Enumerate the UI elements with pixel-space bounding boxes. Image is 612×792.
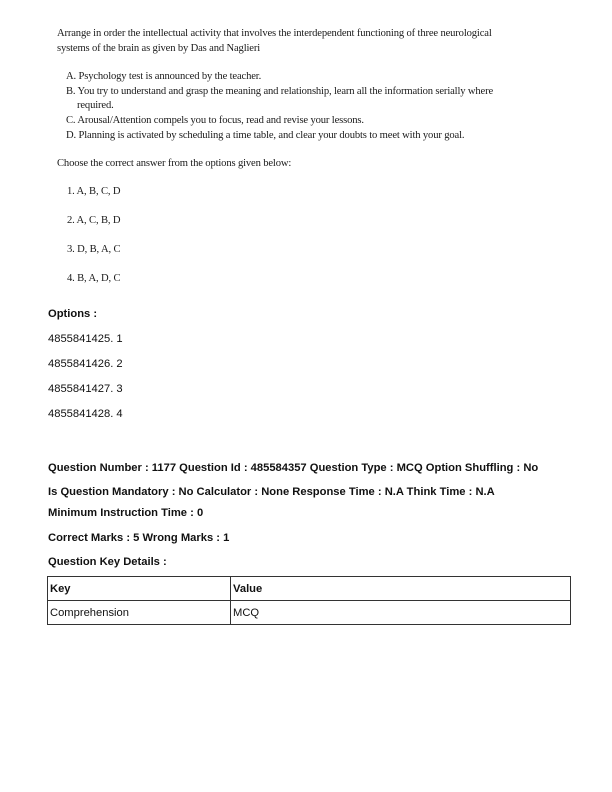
key-column-header: Key (48, 577, 231, 601)
statement-b: B. You try to understand and grasp the meaning and relationship, learn all the information serially where (66, 86, 494, 97)
statement-c: C. Arousal/Attention compels you to focus, read and revise your lessons. (66, 115, 364, 126)
choice-3: 3. D, B, A, C (67, 244, 121, 255)
key-details-heading: Question Key Details : (48, 556, 167, 568)
options-heading: Options : (48, 308, 98, 320)
option-2: 4855841426. 2 (48, 358, 123, 370)
question-meta-line-1: Question Number : 1177 Question Id : 485584357 Question Type : MCQ Option Shuffling : No (48, 462, 539, 474)
choice-4: 4. B, A, D, C (67, 273, 121, 284)
question-key-table (47, 576, 571, 625)
question-meta-line-2: Is Question Mandatory : No Calculator : None Response Time : N.A Think Time : N.A (48, 486, 495, 498)
instruction: Choose the correct answer from the options given below: (57, 158, 292, 169)
option-1: 4855841425. 1 (48, 333, 123, 345)
statement-a: A. Psychology test is announced by the teacher. (66, 71, 262, 82)
key-cell: Comprehension (48, 601, 231, 625)
statement-b-continued: required. (77, 100, 114, 111)
statement-d: D. Planning is activated by scheduling a time table, and clear your doubts to meet with your goal. (66, 130, 465, 141)
table-row (48, 601, 571, 625)
question-stem-line-2: systems of the brain as given by Das and Naglieri (57, 43, 261, 54)
question-stem-line-1: Arrange in order the intellectual activity that involves the interdependent functioning of three neurological (57, 28, 492, 39)
option-4: 4855841428. 4 (48, 408, 123, 420)
marks-line: Correct Marks : 5 Wrong Marks : 1 (48, 532, 230, 544)
table-header-row (48, 577, 571, 601)
value-column-header: Value (231, 577, 571, 601)
choice-2: 2. A, C, B, D (67, 215, 121, 226)
choice-1: 1. A, B, C, D (67, 186, 121, 197)
option-3: 4855841427. 3 (48, 383, 123, 395)
question-meta-line-3: Minimum Instruction Time : 0 (48, 507, 204, 519)
value-cell: MCQ (231, 601, 571, 625)
